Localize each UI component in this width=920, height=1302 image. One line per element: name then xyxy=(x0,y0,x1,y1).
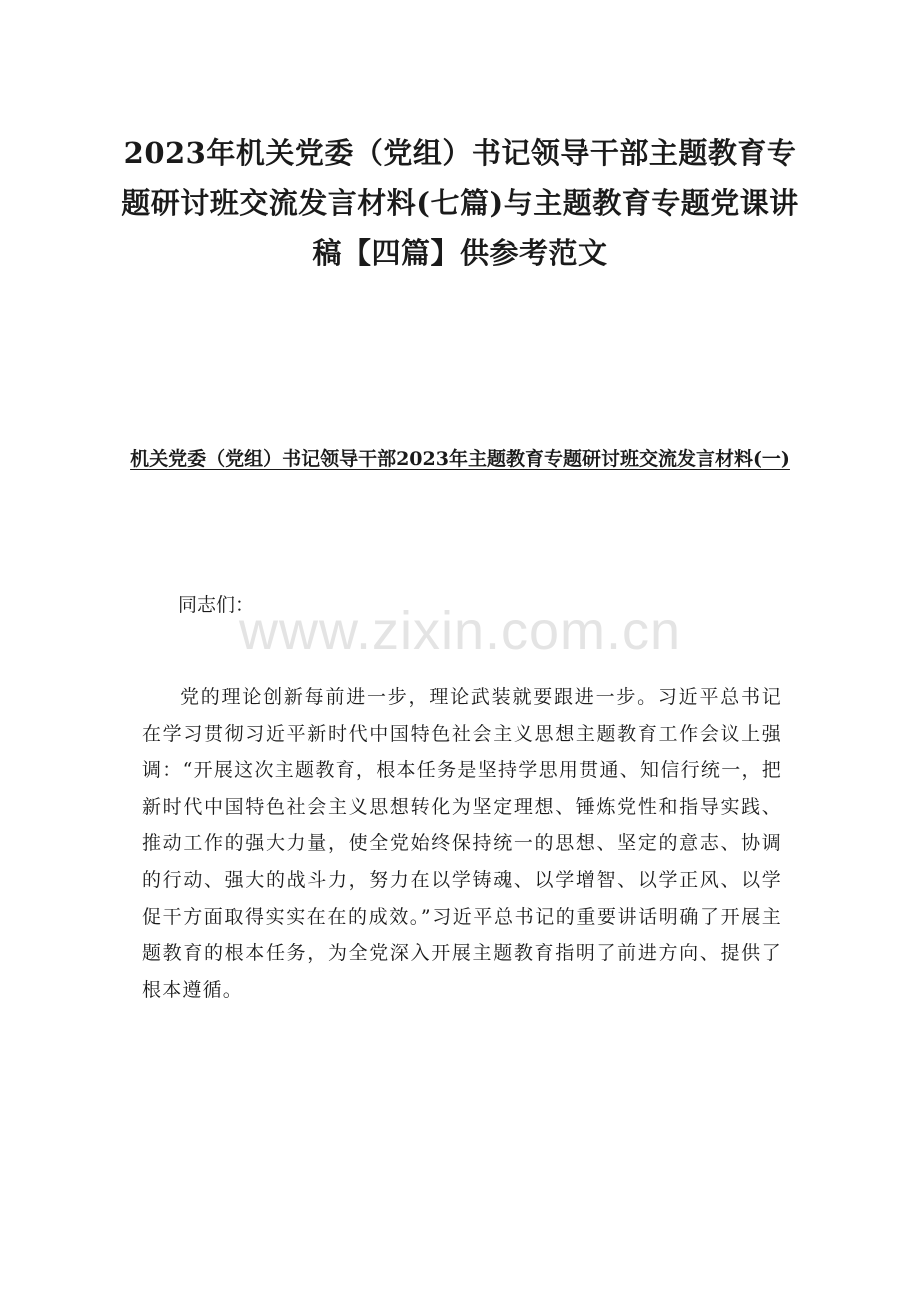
section-title: 机关党委（党组）书记领导干部2023年主题教育专题研讨班交流发言材料(一) xyxy=(130,448,790,470)
document-title: 2023年机关党委（党组）书记领导干部主题教育专题研讨班交流发言材料(七篇)与主题教育专题党课讲稿【四篇】供参考范文 xyxy=(121,136,799,270)
salutation: 同志们： xyxy=(178,594,255,616)
body-paragraph: 党的理论创新每前进一步，理论武装就要跟进一步。习近平总书记在学习贯彻习近平新时代中国特色社会主义思想主题教育工作会议上强调：“开展这次主题教育，根本任务是坚持学思用贯通、知信行统一，把新时代中国特色社会主义思想转化为坚定理想、锤炼党性和指导实践、推动工作的强大力量，使全党始终保持统一的思想、坚定的意志、协调的行动、强大的战斗力，努力在以学铸魂、以学增智、以学正风、以学促干方面取得实实在在的成效。”习近平总书记的重要讲话明确了开展主题教育的根本任务，为全党深入开展主题教育指明了前进方向、提供了根本遵循。 xyxy=(142,686,782,1001)
watermark: www.zixin.com.cn xyxy=(238,601,682,661)
